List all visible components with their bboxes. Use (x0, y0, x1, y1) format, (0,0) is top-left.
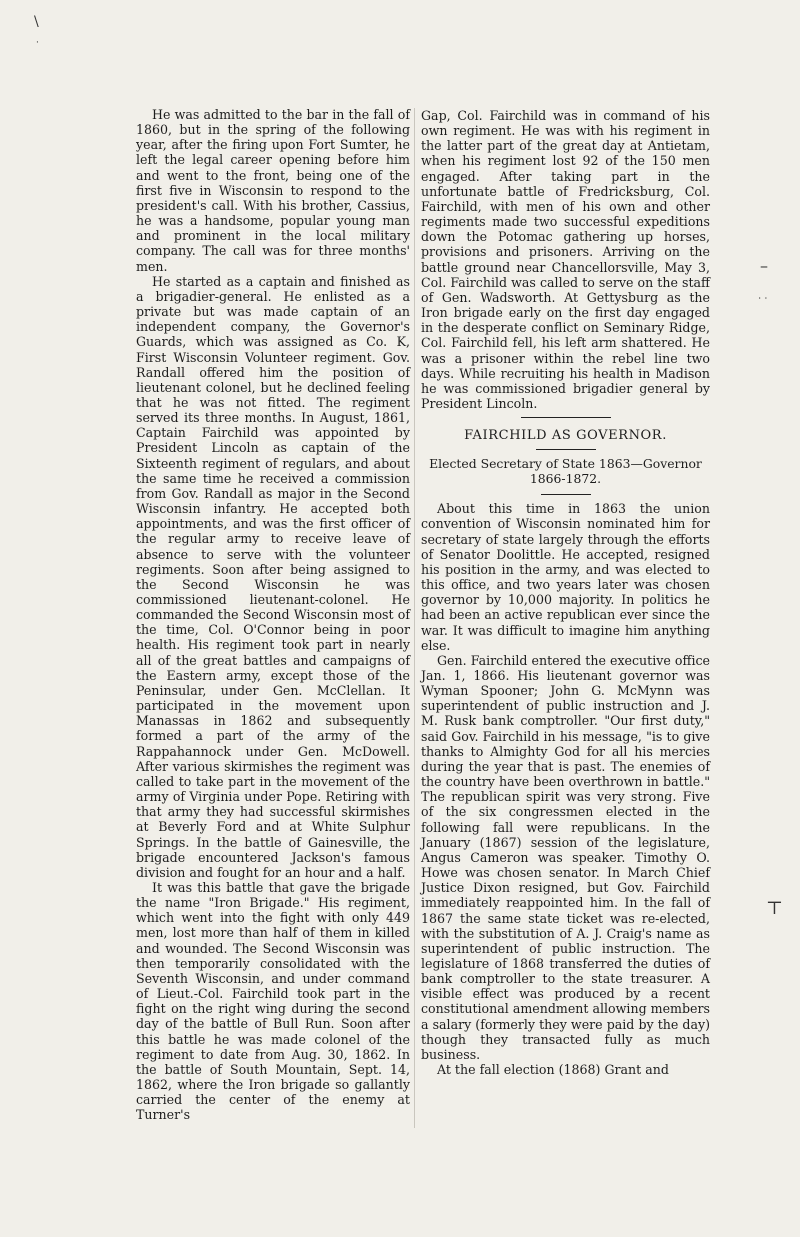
section-heading: FAIRCHILD AS GOVERNOR. (464, 428, 667, 444)
rule-below-heading (536, 449, 596, 450)
margin-mark-top: \ (34, 14, 39, 30)
right-paragraph-3: At the fall election (1868) Grant and (437, 1062, 669, 1078)
section-subheading: Elected Secretary of State 1863—Governor 1866-1872. (429, 456, 702, 487)
rule-above-heading (521, 417, 611, 418)
right-continuation: Gap, Col. Fairchild was in command of his own regiment. He was with his regiment in the latter part of the great day at Antietam, when his regiment lost 92 of the 150 men engaged. After taking part in the unfortunate battle of Fredricksburg, Col. Fairchild, with men of his own and other regiments made two successful expeditions down the Potomac gathering up horses, provisions and prisoners. Arriving on the battle ground near Chancellorsville, May 3, Col. Fairchild was called to serve on the staff of Gen. Wadsworth. At Gettysburg as the Iron brigade early on the first day engaged in the desperate conflict on Seminary Ridge, Col. Fairchild fell, his left arm shattered. He was a prisoner within the rebel line two days. While recruiting his health in Madison he was commissioned brigadier general by President Lincoln. (421, 108, 710, 411)
margin-mark-right-3: ⊤ (766, 898, 783, 919)
margin-mark-right-1: – (760, 256, 768, 275)
margin-mark-dot: · (36, 38, 39, 48)
margin-mark-right-2: ᐧ ᐧ (758, 292, 768, 305)
right-column (421, 108, 710, 1077)
right-paragraph-1: About this time in 1863 the union convention of Wisconsin nominated him for secretary of state largely through the efforts of Senator Doolittle. He accepted, resigned his position in the army, and was elected to this office, and two years later was chosen governor by 10,000 majority. In politics he had been an active republican ever since the war. It was difficult to imagine him anything else. (421, 501, 710, 653)
left-paragraph-3: It was this battle that gave the brigade the name "Iron Brigade." His regiment, which went into the fight with only 449 men, lost more than half of them in killed and wounded. The Second Wisconsin was then temporarily consolidated with the Seventh Wisconsin, and under command of Lieut.-Col. Fairchild took part in the fight on the right wing during the second day of the battle of Bull Run. Soon after this battle he was made colonel of the regiment to date from Aug. 30, 1862. In the battle of South Mountain, Sept. 14, 1862, where the Iron brigade so gallantly carried the center of the enemy at Turner's (136, 879, 410, 1123)
right-paragraph-2: Gen. Fairchild entered the executive office Jan. 1, 1866. His lieutenant governor was Wyman Spooner; John G. McMynn was superintendent of public instruction and J. M. Rusk bank comptroller. "Our first duty," said Gov. Fairchild in his message, "is to give thanks to Almighty God for all his mercies during the year that is past. The enemies of the country have been overthrown in battle." The republican spirit was very strong. Five of the six congressmen elected in the following fall were republicans. In the January (1867) session of the legislature, Angus Cameron was speaker. Timothy O. Howe was chosen senator. In March Chief Justice Dixon resigned, but Gov. Fairchild immediately reappointed him. In the fall of 1867 the same state ticket was re-elected, with the substitution of A. J. Craig's name as superintendent of public instruction. The legislature of 1868 transferred the duties of bank comptroller to the state treasurer. A visible effect was produced by a recent constitutional amendment allowing members a salary (formerly they were paid by the day) though they transacted fully as much business. (421, 652, 710, 1062)
column-gutter (414, 108, 415, 1128)
rule-below-subheading (541, 494, 591, 495)
left-column (136, 107, 410, 1122)
left-paragraph-2: He started as a captain and finished as a brigadier-general. He enlisted as a private but was made captain of an independent company, the Governor's Guards, which was assigned as Co. K, First Wisconsin Volunteer regiment. Gov. Randall offered him the position of lieutenant colonel, but he declined feeling that he was not fitted. The regiment served its three months. In August, 1861, Captain Fairchild was appointed by President Lincoln as captain of the Sixteenth regiment of regulars, and about the same time he received a commission from Gov. Randall as major in the Second Wisconsin infantry. He accepted both appointments, and was the first officer of the regular army to receive leave of absence to serve with the volunteer regiments. Soon after being assigned to the Second Wisconsin he was commissioned lieutenant-colonel. He commanded the Second Wisconsin most of the time, Col. O'Connor being in poor health. His regiment took part in nearly all of the great battles and campaigns of the Eastern army, except those of the Peninsular, under Gen. McClellan. It participated in the movement upon Manassas in 1862 and subsequently formed a part of the army of the Rappahannock under Gen. McDowell. After various skirmishes the regiment was called to take part in the movement of the army of Virginia under Pope. Retiring with that army they had successful skirmishes at Beverly Ford and at White Sulphur Springs. In the battle of Gainesville, the brigade encountered Jackson's famous division and fought for an hour and a half. (136, 273, 410, 880)
left-paragraph-1: He was admitted to the bar in the fall of 1860, but in the spring of the following year, after the firing upon Fort Sumter, he left the legal career opening before him and went to the front, being one of the first five in Wisconsin to respond to the president's call. With his brother, Cassius, he was a handsome, popular young man and prominent in the local military company. The call was for three months' men. (136, 107, 410, 274)
